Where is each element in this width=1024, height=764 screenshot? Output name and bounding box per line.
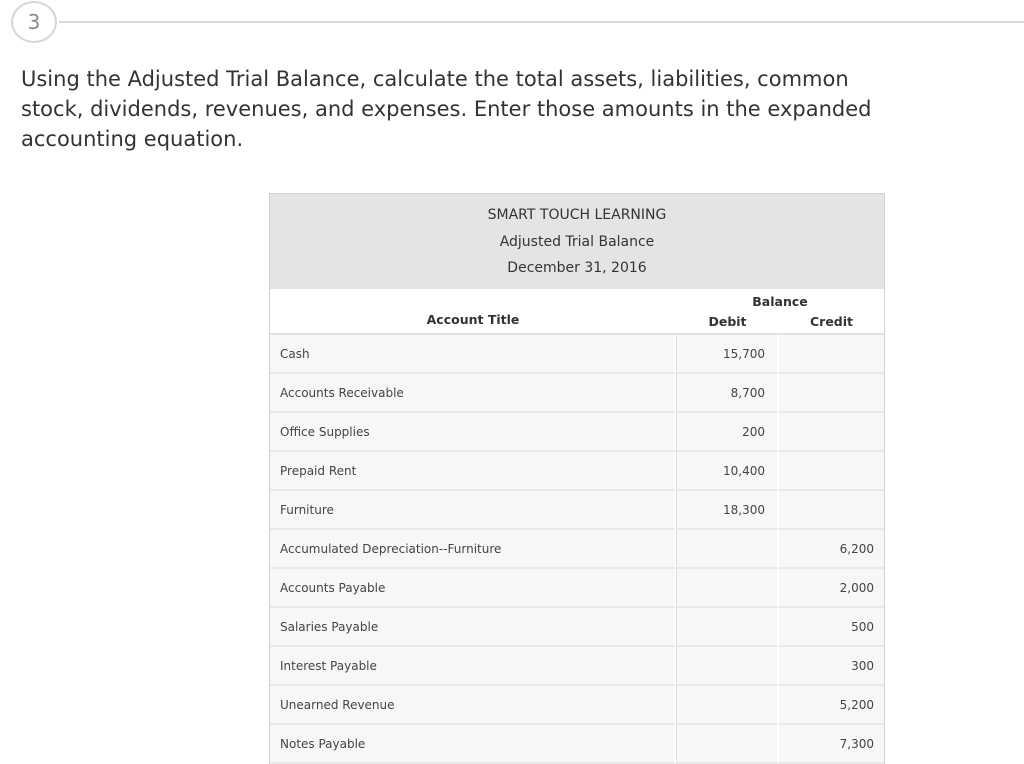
- account-name: Unearned Revenue: [270, 686, 676, 725]
- debit-header: Debit: [676, 309, 779, 335]
- credit-amount: [779, 374, 884, 413]
- credit-header: Credit: [779, 309, 884, 335]
- table-row: [270, 608, 884, 647]
- table-row: [270, 647, 884, 686]
- debit-amount: [676, 608, 779, 647]
- credit-amount: [779, 413, 884, 452]
- trial-balance-table: [269, 193, 885, 764]
- trial-balance-grid: [270, 289, 884, 764]
- trial-balance-heading: [270, 194, 884, 289]
- credit-amount: 7,300: [779, 725, 884, 764]
- account-name: Cash: [270, 335, 676, 374]
- table-row: [270, 686, 884, 725]
- table-row: [270, 413, 884, 452]
- table-row: [270, 725, 884, 764]
- credit-amount: [779, 335, 884, 374]
- account-name: Accumulated Depreciation--Furniture: [270, 530, 676, 569]
- account-name: Notes Payable: [270, 725, 676, 764]
- account-name: Salaries Payable: [270, 608, 676, 647]
- credit-amount: 300: [779, 647, 884, 686]
- account-name: Accounts Payable: [270, 569, 676, 608]
- debit-amount: 18,300: [676, 491, 779, 530]
- company-name: SMART TOUCH LEARNING: [487, 207, 667, 223]
- credit-amount: 5,200: [779, 686, 884, 725]
- debit-amount: 10,400: [676, 452, 779, 491]
- table-row: [270, 374, 884, 413]
- table-row: [270, 335, 884, 374]
- debit-amount: [676, 569, 779, 608]
- account-name: Furniture: [270, 491, 676, 530]
- debit-amount: [676, 725, 779, 764]
- report-date: December 31, 2016: [507, 260, 647, 276]
- table-row: [270, 569, 884, 608]
- debit-amount: [676, 530, 779, 569]
- credit-amount: [779, 452, 884, 491]
- step-number-badge: 3: [11, 1, 57, 43]
- balance-header: Balance: [676, 289, 884, 309]
- table-row: [270, 530, 884, 569]
- credit-amount: 2,000: [779, 569, 884, 608]
- debit-amount: 15,700: [676, 335, 779, 374]
- credit-amount: [779, 491, 884, 530]
- question-instructions: Using the Adjusted Trial Balance, calculate the total assets, liabilities, common stock, dividends, revenues, and expenses. Enter those amounts in the expanded accounting equation.: [21, 67, 872, 151]
- account-title-header: Account Title: [270, 289, 676, 335]
- account-name: Interest Payable: [270, 647, 676, 686]
- debit-amount: 200: [676, 413, 779, 452]
- account-name: Office Supplies: [270, 413, 676, 452]
- debit-amount: [676, 647, 779, 686]
- debit-amount: 8,700: [676, 374, 779, 413]
- step-divider: [59, 21, 1024, 23]
- report-title: Adjusted Trial Balance: [499, 233, 655, 250]
- credit-amount: 6,200: [779, 530, 884, 569]
- table-row: [270, 491, 884, 530]
- debit-amount: [676, 686, 779, 725]
- account-name: Prepaid Rent: [270, 452, 676, 491]
- credit-amount: 500: [779, 608, 884, 647]
- account-name: Accounts Receivable: [270, 374, 676, 413]
- table-row: [270, 452, 884, 491]
